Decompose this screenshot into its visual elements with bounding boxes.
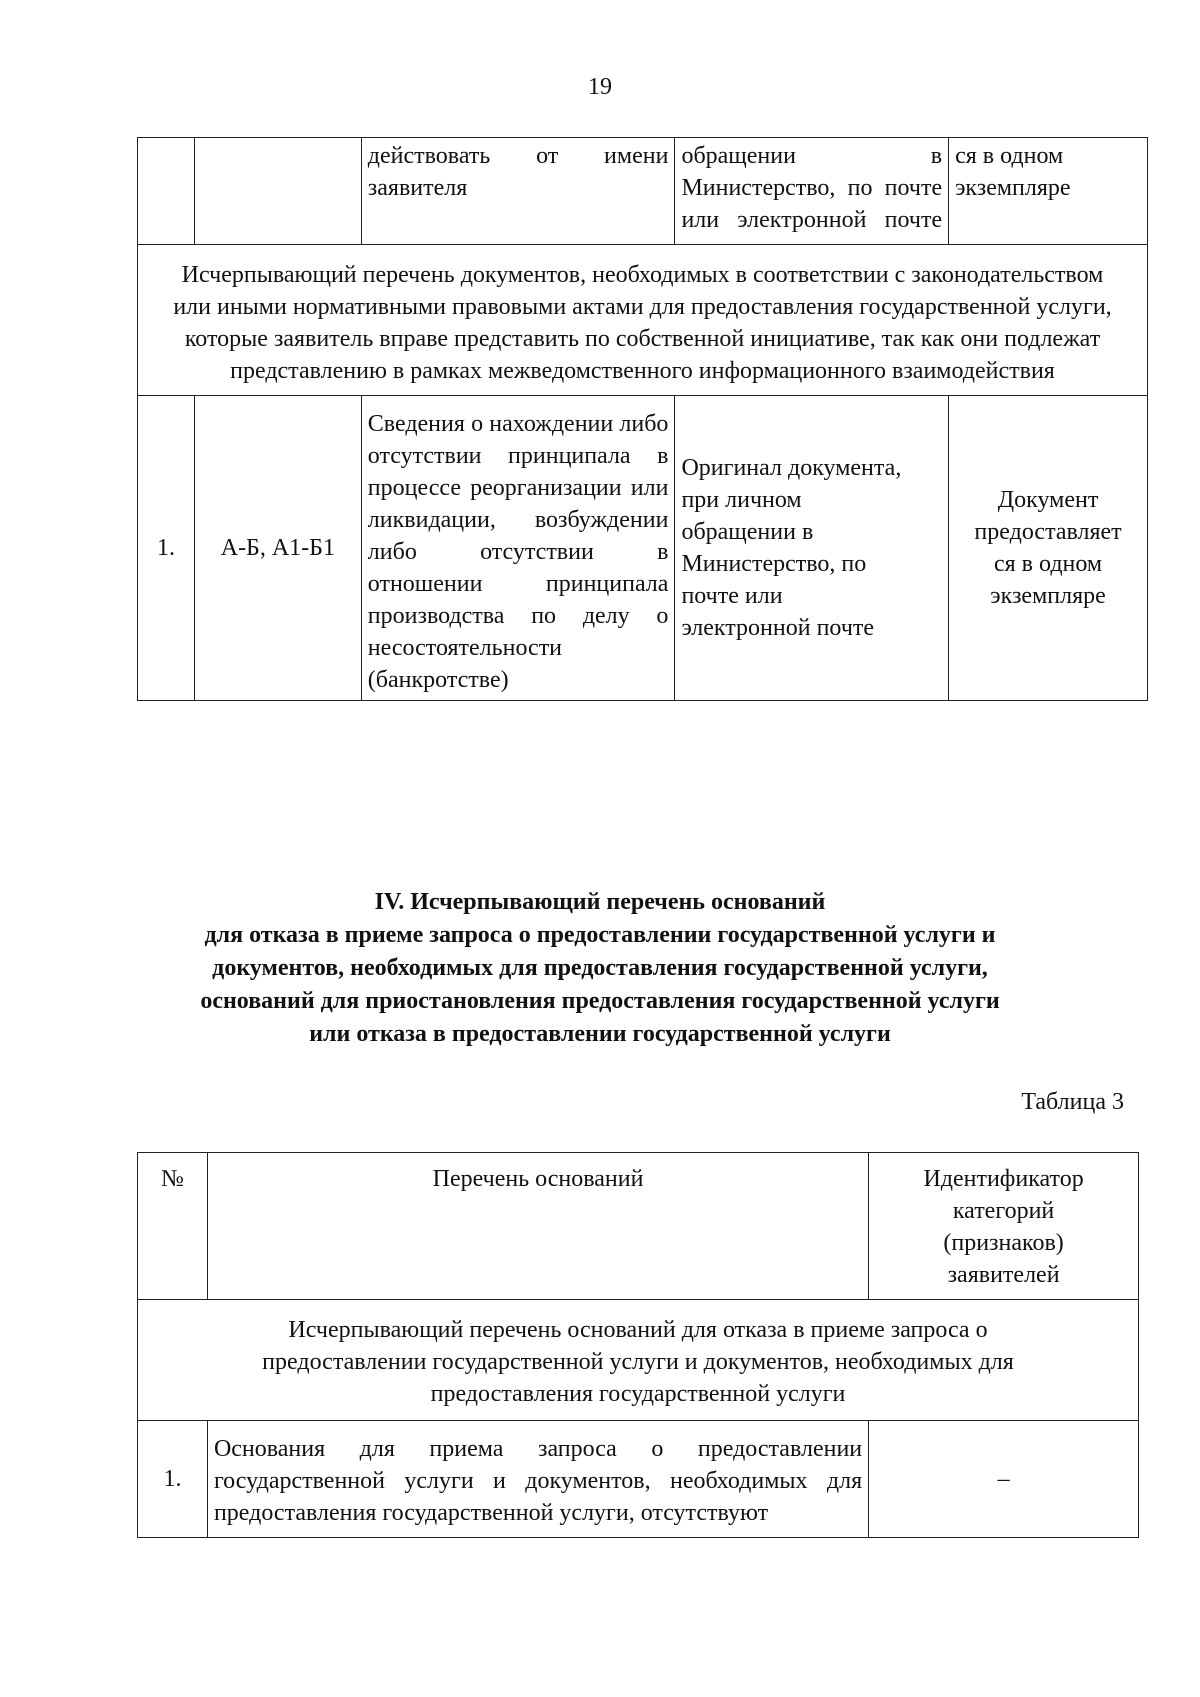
table-caption: Таблица 3	[1021, 1089, 1124, 1115]
cell-document-continued: действовать от имени заявителя	[361, 138, 675, 245]
section-header-cell: Исчерпывающий перечень документов, необходимых в соответствии с законодательством или иными нормативными правовыми актами для предоставления государственной услуги, которые заявитель вправе представить по собственной инициативе, так как они подлежат представлению в рамках межведомственного информационного взаимодействия	[138, 245, 1148, 396]
table-header-row	[138, 1153, 1139, 1300]
page-number: 19	[588, 74, 612, 100]
table-row	[138, 396, 1148, 701]
header-grounds: Перечень оснований	[207, 1153, 868, 1300]
row-document: Сведения о нахождении либо отсутствии принципала в процессе реорганизации или ликвидации, возбуждении либо отсутствии в отношении принципала производства по делу о несостоятельности (банкротстве)	[361, 396, 675, 701]
table-section-header-row	[138, 1300, 1139, 1421]
header-num: №	[138, 1153, 208, 1300]
row-form: Оригинал документа, при личном обращении в Министерство, по почте или электронной почте	[675, 396, 949, 701]
grounds-table	[137, 1152, 1139, 1538]
row-identifier: –	[869, 1421, 1139, 1538]
row-number: 1.	[138, 1421, 208, 1538]
cell-form-continued: обращении в Министерство, по почте или электронной почте	[675, 138, 949, 245]
documents-table	[137, 137, 1148, 701]
table-row	[138, 1421, 1139, 1538]
row-category: А-Б, А1-Б1	[194, 396, 361, 701]
header-identifier: Идентификатор категорий (признаков) заявителей	[869, 1153, 1139, 1300]
row-number: 1.	[138, 396, 195, 701]
cell-num-empty	[138, 138, 195, 245]
table-row-continued	[138, 138, 1148, 245]
cell-note-continued: ся в одном экземпляре	[949, 138, 1148, 245]
row-grounds: Основания для приема запроса о предоставлении государственной услуги и документов, необходимых для предоставления государственной услуги, отсутствуют	[207, 1421, 868, 1538]
table-section-header-row	[138, 245, 1148, 396]
cell-category-empty	[194, 138, 361, 245]
row-note: Документ предоставляет ся в одном экземпляре	[949, 396, 1148, 701]
section-heading: IV. Исчерпывающий перечень оснований для отказа в приеме запроса о предоставлении государственной услуги и документов, необходимых для предоставления государственной услуги, оснований для приостановления предоставления государственной услуги или отказа в предоставлении государственной услуги	[200, 889, 1000, 1047]
section-header-cell: Исчерпывающий перечень оснований для отказа в приеме запроса о предоставлении государственной услуги и документов, необходимых для предоставления государственной услуги	[138, 1300, 1139, 1421]
